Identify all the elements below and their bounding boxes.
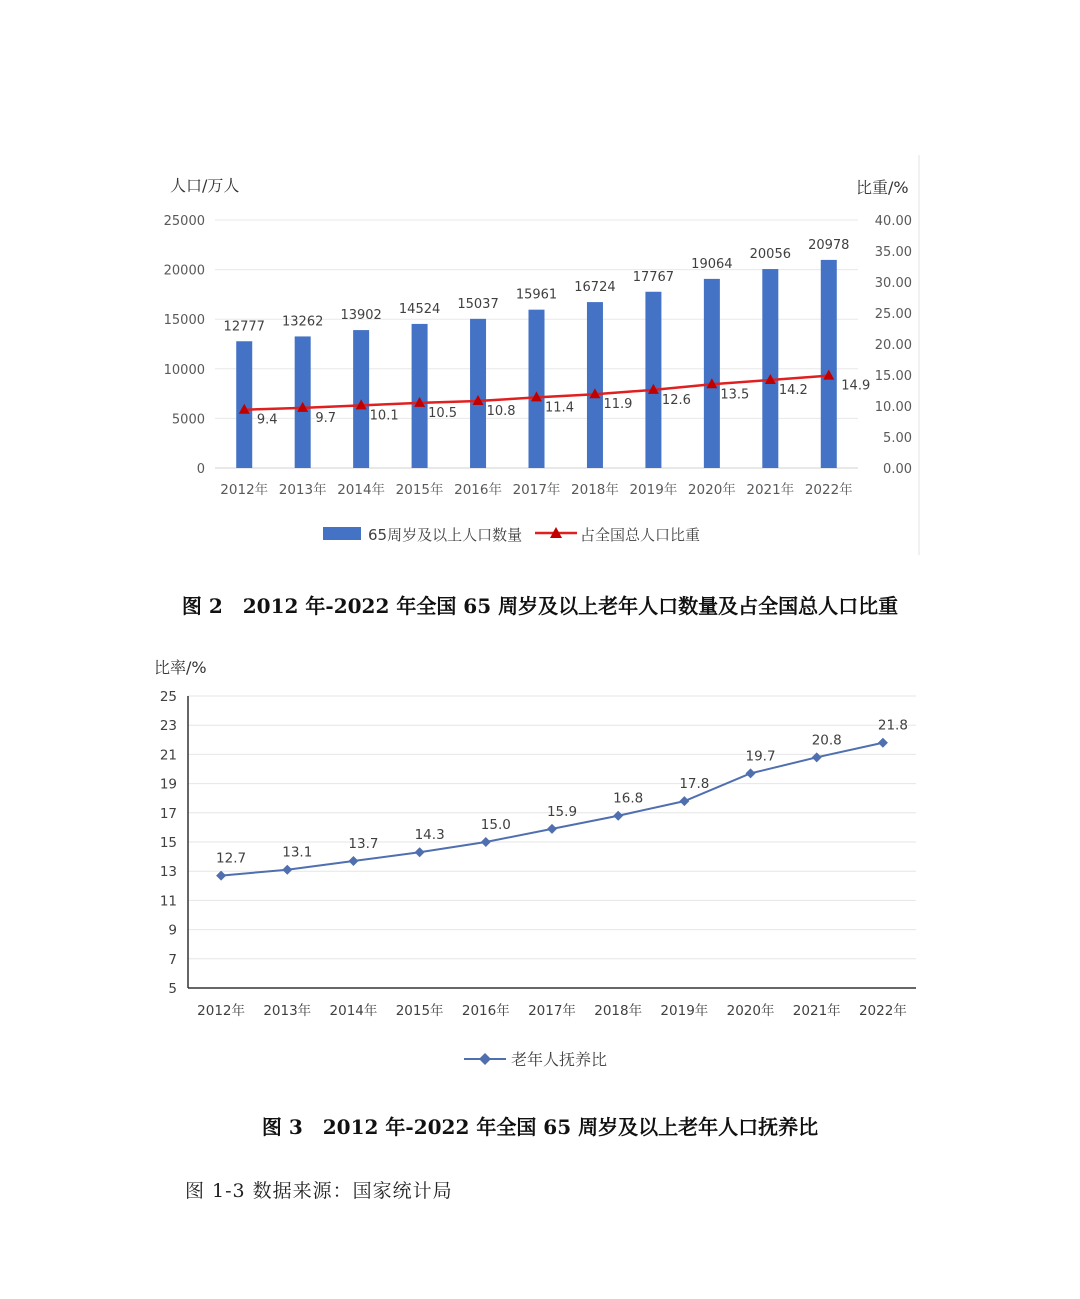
chart1-y2-tick-label: 30.00 <box>874 276 912 291</box>
chart1-legend <box>323 526 700 544</box>
chart2-x-tick-label: 2012年 <box>197 1003 246 1019</box>
chart2-point <box>481 837 491 847</box>
chart1-ratio-label: 14.9 <box>841 378 871 394</box>
chart2-x-tick-label: 2020年 <box>726 1003 775 1019</box>
legend2-diamond-icon <box>479 1053 491 1065</box>
chart2-x-tick-label: 2017年 <box>528 1003 576 1019</box>
chart2-y-tick-label: 13 <box>159 864 177 881</box>
chart1-y-tick-label: 20000 <box>163 263 205 279</box>
chart1-bar-label: 17767 <box>632 269 675 285</box>
chart1-x-tick-label: 2012年 <box>220 482 269 498</box>
chart1-bar-label: 13262 <box>282 314 324 330</box>
chart2-y-tick-label: 23 <box>159 718 177 735</box>
chart1-x-tick-label: 2017年 <box>512 482 561 498</box>
chart2-y-tick-label: 19 <box>159 776 177 793</box>
chart1-y-tick-label: 5000 <box>171 412 205 428</box>
chart2-point <box>679 796 689 806</box>
chart1-y2-tick-label: 40.00 <box>874 214 912 229</box>
chart2-data-label: 13.1 <box>282 844 313 861</box>
chart1-bar <box>704 279 720 468</box>
chart2-x-tick-label: 2015年 <box>395 1003 444 1019</box>
chart1-y2-tick-label: 25.00 <box>874 307 912 322</box>
figure-3-caption: 图 3 2012 年-2022 年全国 65 周岁及以上老年人口抚养比 <box>261 1115 819 1139</box>
chart2-y-tick-label: 15 <box>159 835 177 851</box>
chart1-y-tick-label: 0 <box>196 462 205 477</box>
chart1-y2-tick-label: 20.00 <box>874 338 912 353</box>
chart2-point <box>348 856 358 866</box>
chart2-x-tick-label: 2022年 <box>858 1003 907 1019</box>
chart2-data-label: 12.7 <box>216 850 247 867</box>
chart1-x-tick-label: 2014年 <box>337 482 386 498</box>
chart1-x-tick-label: 2019年 <box>629 482 678 498</box>
chart2-point <box>812 752 822 762</box>
chart2-point <box>282 865 292 875</box>
source-note: 图 1-3 数据来源：国家统计局 <box>185 1180 453 1202</box>
chart2-x-tick-label: 2016年 <box>461 1003 510 1019</box>
legend-line-label: 占全国总人口比重 <box>580 526 701 544</box>
chart1-bar <box>353 330 369 468</box>
population-chart <box>0 0 1080 570</box>
chart2-x-tick-label: 2013年 <box>263 1003 312 1019</box>
chart2-point <box>746 768 756 778</box>
chart2-x-tick-label: 2019年 <box>660 1003 709 1019</box>
chart1-ratio-label: 10.1 <box>369 408 399 424</box>
chart1-y-axis-title: 人口/万人 <box>170 176 240 195</box>
chart1-ratio-label: 14.2 <box>778 382 808 398</box>
chart1-ratio-label: 11.9 <box>603 397 633 413</box>
chart1-bar-label: 16724 <box>574 280 616 296</box>
chart1-bar <box>529 310 545 468</box>
chart1-x-tick-label: 2018年 <box>571 482 619 498</box>
chart2-data-label: 15.9 <box>546 803 578 820</box>
chart1-bar-label: 20056 <box>749 247 791 263</box>
chart1-bar <box>587 302 603 468</box>
chart1-bar <box>762 269 778 468</box>
legend2-label: 老年人抚养比 <box>511 1050 608 1069</box>
chart2-y-tick-label: 25 <box>159 689 177 705</box>
chart1-y2-tick-label: 10.00 <box>874 400 912 415</box>
chart1-y-tick-label: 10000 <box>163 362 205 378</box>
chart2-y-tick-label: 7 <box>168 951 177 968</box>
chart1-x-tick-label: 2016年 <box>454 482 502 498</box>
chart2-point <box>878 738 888 748</box>
chart1-y2-tick-label: 0.00 <box>883 462 912 477</box>
chart1-bar <box>412 324 428 468</box>
chart1-bar-label: 15037 <box>457 296 499 312</box>
chart1-bar-label: 19064 <box>691 256 733 272</box>
chart2-x-tick-label: 2014年 <box>329 1003 378 1019</box>
chart2-data-label: 21.8 <box>877 717 908 734</box>
chart2-data-label: 19.7 <box>745 748 776 765</box>
chart2-y-tick-label: 21 <box>159 747 177 764</box>
chart2-y-tick-label: 9 <box>168 922 177 939</box>
chart1-x-tick-label: 2020年 <box>687 482 736 498</box>
chart1-bar-label: 20978 <box>808 237 850 253</box>
chart1-ratio-label: 10.5 <box>428 405 458 421</box>
chart1-ratio-label: 9.4 <box>256 412 278 428</box>
chart1-ratio-label: 9.7 <box>315 410 337 426</box>
chart2-x-tick-label: 2021年 <box>792 1003 841 1019</box>
chart2-data-label: 17.8 <box>679 776 710 793</box>
chart2-point <box>547 824 557 834</box>
chart1-x-tick-label: 2022年 <box>804 482 853 498</box>
chart1-y2-tick-label: 5.00 <box>883 431 912 446</box>
chart1-y-tick-label: 15000 <box>163 313 205 329</box>
chart2-data-label: 13.7 <box>348 835 379 852</box>
chart1-ratio-label: 13.5 <box>720 387 750 403</box>
chart2-y-tick-label: 11 <box>159 893 177 910</box>
legend-bar-label: 65周岁及以上人口数量 <box>368 526 523 544</box>
chart1-y2-tick-label: 15.00 <box>874 369 912 384</box>
chart2-data-label: 16.8 <box>613 790 644 807</box>
dependency-ratio-chart <box>0 640 1080 1090</box>
chart2-x-tick-label: 2018年 <box>594 1003 643 1019</box>
chart2-data-label: 20.8 <box>811 732 842 749</box>
legend-bar-swatch <box>323 527 361 540</box>
chart1-bar-label: 14524 <box>398 301 441 317</box>
chart2-point <box>216 871 226 881</box>
chart1-ratio-label: 10.8 <box>486 404 516 420</box>
chart1-x-tick-label: 2013年 <box>278 482 327 498</box>
chart1-ratio-label: 12.6 <box>661 392 691 408</box>
chart2-legend <box>464 1050 607 1069</box>
chart1-ratio-label: 11.4 <box>545 400 574 416</box>
chart1-y2-tick-label: 35.00 <box>874 245 912 260</box>
chart1-bar <box>470 319 486 468</box>
chart1-bar <box>645 292 661 468</box>
chart1-bar-label: 12777 <box>223 319 265 335</box>
chart2-point <box>613 811 623 821</box>
chart2-y-tick-label: 17 <box>159 805 177 822</box>
chart2-data-label: 15.0 <box>480 817 511 833</box>
chart2-point <box>415 847 425 857</box>
chart1-x-tick-label: 2015年 <box>395 482 444 498</box>
figure-2-caption: 图 2 2012 年-2022 年全国 65 周岁及以上老年人口数量及占全国总人口比重 <box>181 594 899 618</box>
chart1-x-tick-label: 2021年 <box>746 482 795 498</box>
chart2-data-label: 14.3 <box>414 827 445 844</box>
chart2-y-axis-title: 比率/% <box>154 658 207 677</box>
chart1-y2-axis-title: 比重/% <box>856 178 909 197</box>
chart1-bar-label: 15961 <box>515 287 558 303</box>
chart2-y-tick-label: 5 <box>168 981 177 997</box>
chart1-bar-label: 13902 <box>340 308 382 324</box>
chart1-bar <box>821 260 837 468</box>
chart1-y-tick-label: 25000 <box>163 214 205 229</box>
